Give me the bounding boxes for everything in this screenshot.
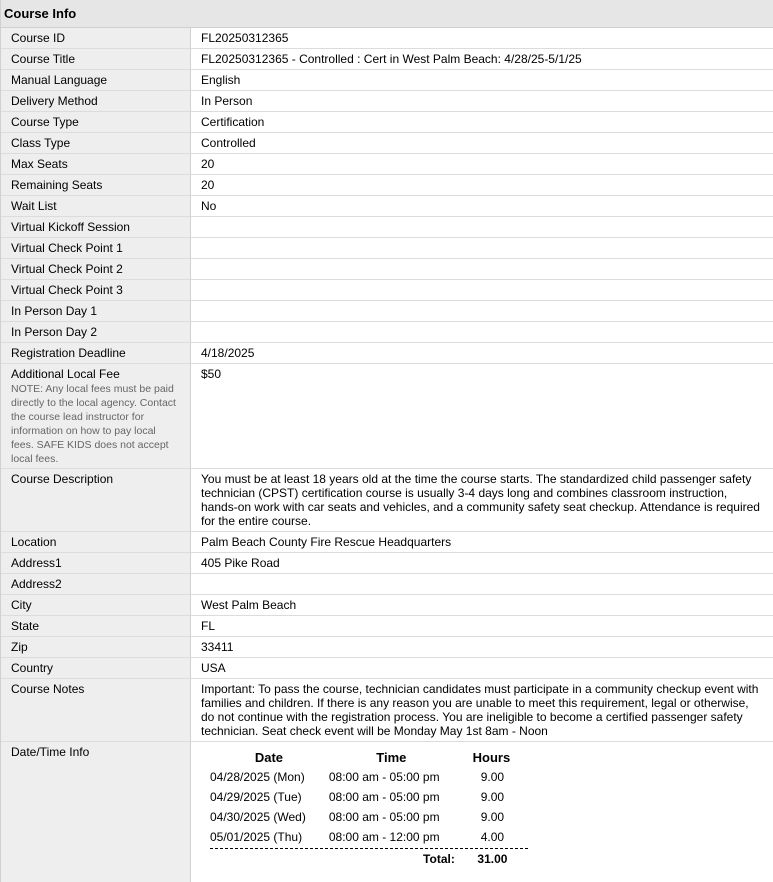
local-fee-note: NOTE: Any local fees must be paid directly to the local agency. Contact the course lead instructor for information on how to pay local fees. SAFE KIDS does not accept local fees.: [11, 383, 176, 465]
row-virtual-check-point-1: [1, 238, 773, 259]
row-value: Controlled: [191, 133, 773, 153]
row-max-seats: [1, 154, 773, 175]
row-value: FL20250312365: [191, 28, 773, 48]
row-state: [1, 616, 773, 637]
session-date: 04/28/2025 (Mon): [210, 770, 305, 784]
session-hours: 9.00: [480, 770, 505, 784]
row-label: Country: [1, 658, 191, 678]
row-label: Max Seats: [1, 154, 191, 174]
row-value: In Person: [191, 91, 773, 111]
session-hours: 9.00: [480, 810, 505, 824]
row-label: Registration Deadline: [1, 343, 191, 363]
row-location: [1, 532, 773, 553]
row-course-type: [1, 112, 773, 133]
row-label: Course ID: [1, 28, 191, 48]
total-row: [210, 849, 528, 869]
session-hours: 4.00: [480, 830, 505, 844]
row-label: Zip: [1, 637, 191, 657]
total-label: Total:: [423, 852, 455, 866]
row-value: West Palm Beach: [191, 595, 773, 615]
row-country: [1, 658, 773, 679]
row-value: 20: [191, 175, 773, 195]
row-value: Certification: [191, 112, 773, 132]
row-course-title: [1, 49, 773, 70]
session-date: 04/29/2025 (Tue): [210, 790, 302, 804]
row-course-description: [1, 469, 773, 532]
row-label: Virtual Kickoff Session: [1, 217, 191, 237]
row-label: State: [1, 616, 191, 636]
date-time-table: [210, 747, 528, 869]
course-info-header: Course Info: [1, 0, 773, 28]
row-city: [1, 595, 773, 616]
session-date: 04/30/2025 (Wed): [210, 810, 306, 824]
row-label: Virtual Check Point 2: [1, 259, 191, 279]
date-time-container: [191, 742, 773, 882]
hours-column-header: Hours: [472, 749, 511, 765]
row-value: FL20250312365 - Controlled : Cert in West Palm Beach: 4/28/25-5/1/25: [191, 49, 773, 69]
date-time-header-row: [210, 747, 528, 767]
row-label: Address2: [1, 574, 191, 594]
row-registration-deadline: [1, 343, 773, 364]
row-label-with-note: [1, 364, 191, 468]
row-additional-local-fee: [1, 364, 773, 469]
time-column-header: Time: [376, 749, 407, 765]
row-value: USA: [191, 658, 773, 678]
row-in-person-day-1: [1, 301, 773, 322]
session-time: 08:00 am - 05:00 pm: [328, 810, 440, 824]
session-date: 05/01/2025 (Thu): [210, 830, 303, 844]
row-label: Delivery Method: [1, 91, 191, 111]
row-delivery-method: [1, 91, 773, 112]
row-value: $50: [191, 364, 773, 468]
row-value: [191, 574, 773, 594]
row-label: Virtual Check Point 1: [1, 238, 191, 258]
session-row: [210, 767, 528, 787]
row-value: No: [191, 196, 773, 216]
row-zip: [1, 637, 773, 658]
row-label: Address1: [1, 553, 191, 573]
row-label: In Person Day 1: [1, 301, 191, 321]
row-value: [191, 259, 773, 279]
row-value: 4/18/2025: [191, 343, 773, 363]
row-value: [191, 217, 773, 237]
row-label: Location: [1, 532, 191, 552]
row-virtual-check-point-3: [1, 280, 773, 301]
row-value: [191, 301, 773, 321]
session-row: [210, 787, 528, 807]
row-label: City: [1, 595, 191, 615]
row-date-time-info: [1, 742, 773, 882]
row-value: FL: [191, 616, 773, 636]
row-label: Wait List: [1, 196, 191, 216]
session-row: [210, 827, 528, 847]
row-manual-language: [1, 70, 773, 91]
row-course-id: [1, 28, 773, 49]
row-value: Important: To pass the course, technician candidates must participate in a community checkup event with families and children. If there is any reason you are unable to meet this requirement, legal or otherwise, do not continue with the registration process. You are ineligible to become a certified passenger safety technician. Seat check event will be Monday May 1st 8am - Noon: [191, 679, 773, 741]
row-value: 405 Pike Road: [191, 553, 773, 573]
row-remaining-seats: [1, 175, 773, 196]
row-label: Course Description: [1, 469, 191, 531]
row-virtual-check-point-2: [1, 259, 773, 280]
session-time: 08:00 am - 05:00 pm: [328, 790, 440, 804]
row-value: [191, 238, 773, 258]
row-value: You must be at least 18 years old at the time the course starts. The standardized child passenger safety technician (CPST) certification course is usually 3-4 days long and combines classroom instruction, hands-on work with car seats and vehicles, and a community safety seat checkup. Attendance is required for the entire course.: [191, 469, 773, 531]
row-label: Course Type: [1, 112, 191, 132]
row-label: Course Title: [1, 49, 191, 69]
total-value: 31.00: [477, 852, 508, 866]
row-value: 20: [191, 154, 773, 174]
row-value: [191, 280, 773, 300]
row-course-notes: [1, 679, 773, 742]
row-label: Course Notes: [1, 679, 191, 741]
row-class-type: [1, 133, 773, 154]
row-address2: [1, 574, 773, 595]
row-value: [191, 322, 773, 342]
session-row: [210, 807, 528, 827]
row-label: Virtual Check Point 3: [1, 280, 191, 300]
row-in-person-day-2: [1, 322, 773, 343]
row-label: Date/Time Info: [1, 742, 191, 882]
session-time: 08:00 am - 05:00 pm: [328, 770, 440, 784]
row-virtual-kickoff-session: [1, 217, 773, 238]
session-time: 08:00 am - 12:00 pm: [328, 830, 440, 844]
row-wait-list: [1, 196, 773, 217]
row-label: Class Type: [1, 133, 191, 153]
row-value: English: [191, 70, 773, 90]
row-value: 33411: [191, 637, 773, 657]
row-value: Palm Beach County Fire Rescue Headquarters: [191, 532, 773, 552]
row-label: Additional Local Fee: [11, 367, 120, 381]
row-label: Remaining Seats: [1, 175, 191, 195]
row-address1: [1, 553, 773, 574]
row-label: Manual Language: [1, 70, 191, 90]
session-hours: 9.00: [480, 790, 505, 804]
date-column-header: Date: [254, 749, 284, 765]
row-label: In Person Day 2: [1, 322, 191, 342]
